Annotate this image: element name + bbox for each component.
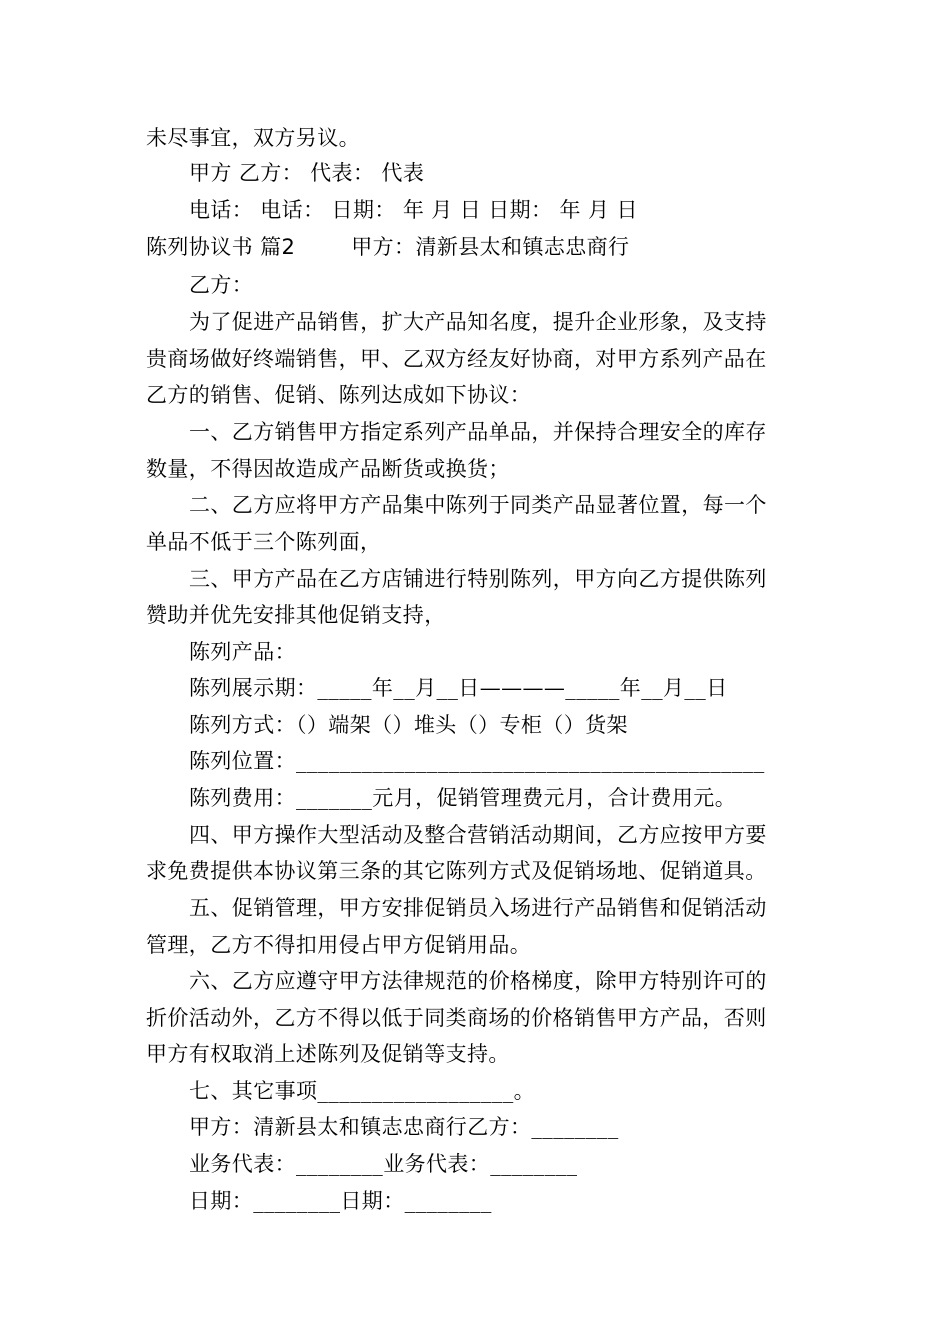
text-line: 数量，不得因故造成产品断货或换货；	[146, 457, 510, 481]
text-line: 陈列费用：_______元月，促销管理费元月，合计费用元。	[189, 786, 737, 810]
text-line: 甲方 乙方： 代表： 代表	[189, 161, 425, 185]
text-line: 二、乙方应将甲方产品集中陈列于同类产品显著位置，每一个	[189, 493, 767, 517]
text-line: 五、促销管理，甲方安排促销员入场进行产品销售和促销活动	[189, 896, 767, 920]
text-line: 乙方：	[189, 273, 254, 297]
text-line: 陈列方式：（）端架（）堆头（）专柜（）货架	[189, 713, 628, 737]
text-line: 七、其它事项__________________。	[189, 1079, 535, 1103]
text-line: 甲方有权取消上述陈列及促销等支持。	[146, 1042, 510, 1066]
text-line: 未尽事宜，双方另议。	[146, 126, 360, 150]
text-line: 电话： 电话： 日期： 年 月 日 日期： 年 月 日	[189, 198, 638, 222]
section-heading-row	[146, 233, 826, 261]
text-line: 甲方：清新县太和镇志忠商行乙方：________	[189, 1115, 619, 1139]
text-line: 管理，乙方不得扣用侵占甲方促销用品。	[146, 933, 532, 957]
text-line: 三、甲方产品在乙方店铺进行特别陈列，甲方向乙方提供陈列	[189, 567, 767, 591]
text-line: 求免费提供本协议第三条的其它陈列方式及促销场地、促销道具。	[146, 859, 767, 883]
text-line: 贵商场做好终端销售，甲、乙双方经友好协商，对甲方系列产品在	[146, 347, 767, 371]
text-line: 业务代表：________业务代表：________	[189, 1152, 578, 1176]
text-line: 日期：________日期：________	[189, 1189, 492, 1213]
text-line: 陈列产品：	[189, 640, 296, 664]
text-line: 六、乙方应遵守甲方法律规范的价格梯度，除甲方特别许可的	[189, 969, 767, 993]
text-line: 折价活动外，乙方不得以低于同类商场的价格销售甲方产品，否则	[146, 1006, 767, 1030]
text-line: 陈列位置：___________________________________________	[189, 749, 765, 773]
text-line: 单品不低于三个陈列面，	[146, 530, 382, 554]
party-a-line: 甲方：清新县太和镇志忠商行	[351, 235, 630, 259]
section-heading: 陈列协议书 篇2	[146, 235, 296, 259]
text-line: 乙方的销售、促销、陈列达成如下协议：	[146, 383, 532, 407]
text-line: 四、甲方操作大型活动及整合营销活动期间，乙方应按甲方要	[189, 823, 767, 847]
text-line: 一、乙方销售甲方指定系列产品单品，并保持合理安全的库存	[189, 420, 767, 444]
text-line: 为了促进产品销售，扩大产品知名度，提升企业形象，及支持	[189, 310, 767, 334]
text-line: 赞助并优先安排其他促销支持，	[146, 603, 446, 627]
text-line: 陈列展示期：_____年__月__日————_____年__月__日	[189, 676, 728, 700]
